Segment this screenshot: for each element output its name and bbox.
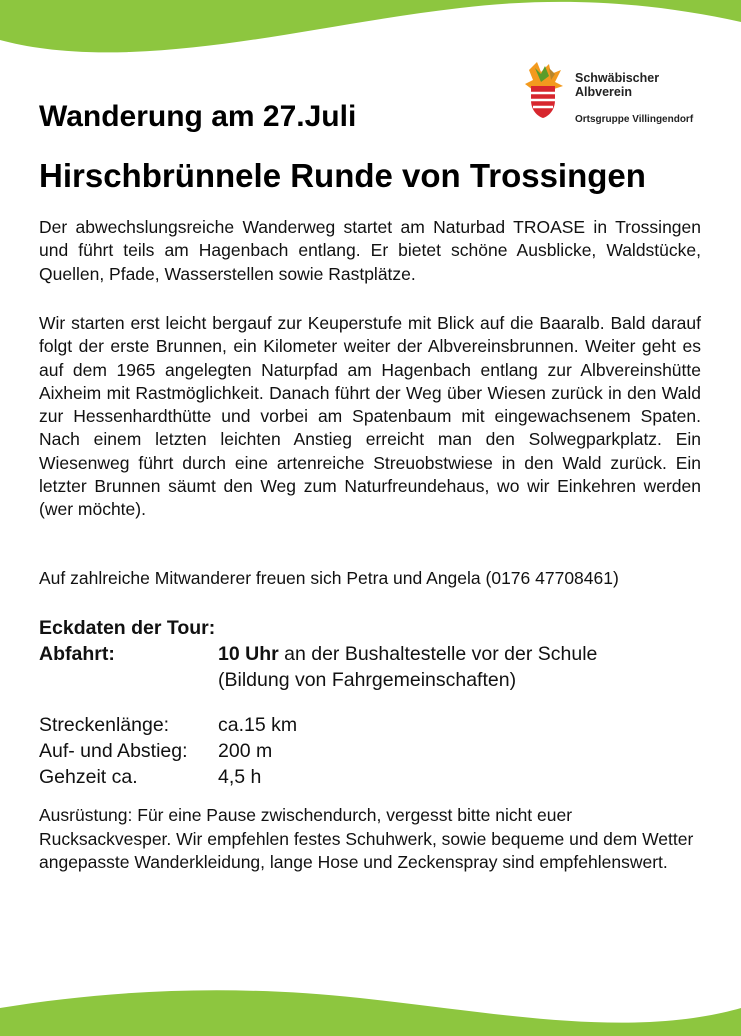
departure-value bbox=[218, 641, 597, 693]
departure-time: 10 Uhr bbox=[218, 643, 279, 665]
equipment-paragraph: Ausrüstung: Für eine Pause zwischendurch, vergesst bitte nicht euer Rucksackvesper. Wir empfehlen festes Schuhwerk, sowie bequeme und dem Wetter angepasste Wanderkleidung, lange Hose und Zeckenspray sind empfehlenswert. bbox=[39, 805, 694, 872]
length-label: Streckenlänge: bbox=[39, 714, 170, 736]
albverein-logo bbox=[521, 58, 711, 130]
ascent-label: Auf- und Abstieg: bbox=[39, 740, 188, 762]
walking-time-label: Gehzeit ca. bbox=[39, 766, 138, 788]
length-value: ca.15 km bbox=[218, 714, 298, 736]
guides-contact-paragraph: Auf zahlreiche Mitwanderer freuen sich Petra und Angela (0176 47708461) bbox=[39, 568, 619, 588]
albverein-leaf-shield-icon bbox=[521, 60, 565, 120]
logo-name-line1: Schwäbischer bbox=[575, 71, 660, 85]
tour-facts-heading: Eckdaten der Tour: bbox=[39, 617, 216, 639]
hike-date-title: Wanderung am 27.Juli bbox=[39, 100, 357, 133]
departure-note: (Bildung von Fahrgemeinschaften) bbox=[218, 669, 517, 691]
logo-subtitle: Ortsgruppe Villingendorf bbox=[575, 114, 694, 125]
top-green-wave bbox=[0, 0, 741, 60]
route-description-paragraph: Wir starten erst leicht bergauf zur Keuperstufe mit Blick auf die Baaralb. Bald darauf folgt der erste Brunnen, ein Kilometer weiter der Albvereinsbrunnen. Weiter geht es auf dem 1965 angelegten Naturpfad am Hagenbach entlang zur Albvereinshütte Aixheim mit Rastmöglichkeit. Danach führt der Weg über Wiesen zurück in den Wald zur Hessenhardthütte und vorbei am Spatenbaum mit eingewachsenem Spaten. Nach einem letzten leichten Anstieg erreicht man den Solwegparkplatz. Ein Wiesenweg führt durch eine artenreiche Streuobstwiese in den Wald zurück. Ein letzter Brunnen säumt den Weg zum Naturfreundehaus, wo wir Einkehren werden (wer möchte). bbox=[39, 313, 701, 520]
bottom-green-wave bbox=[0, 986, 741, 1036]
departure-label: Abfahrt: bbox=[39, 643, 115, 665]
ascent-value: 200 m bbox=[218, 740, 273, 762]
logo-name-line2: Albverein bbox=[575, 85, 632, 99]
departure-place: an der Bushaltestelle vor der Schule bbox=[278, 643, 598, 665]
route-title: Hirschbrünnele Runde von Trossingen bbox=[39, 157, 646, 194]
walking-time-value: 4,5 h bbox=[218, 766, 262, 788]
intro-paragraph: Der abwechslungsreiche Wanderweg startet am Naturbad TROASE in Trossingen und führt teils am Hagenbach entlang. Er bietet schöne Ausblicke, Waldstücke, Quellen, Pfade, Wasserstellen sowie Rastplätze. bbox=[39, 217, 701, 284]
